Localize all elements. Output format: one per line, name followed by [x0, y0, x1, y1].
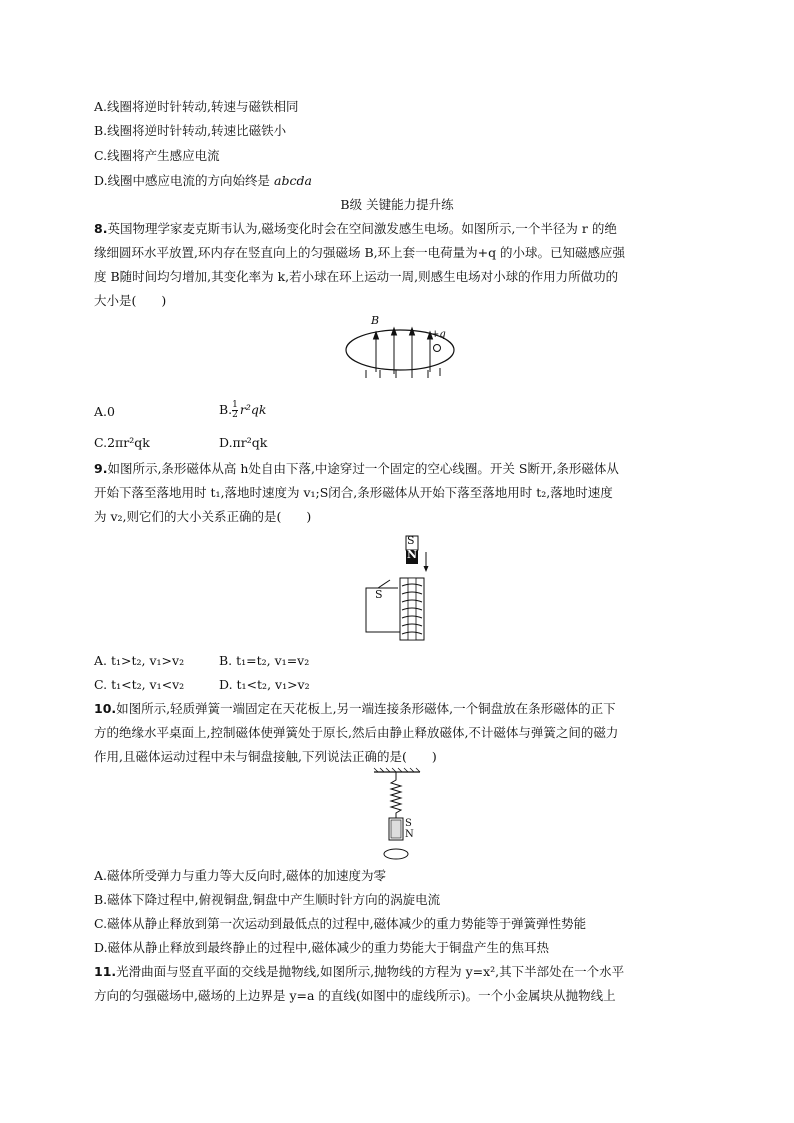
section-title: B级 关键能力提升练 [340, 197, 454, 212]
q11-line-2: 方向的匀强磁场中,磁场的上边界是 y=a 的直线(如图中的虚线所示)。一个小金属块从抛物线上 [94, 988, 616, 1003]
q9-option-b: B. t₁=t₂, v₁=v₂ [219, 653, 310, 668]
q8-ring-figure [340, 312, 460, 382]
q11-line-1: 11.光滑曲面与竖直平面的交线是抛物线,如图所示,抛物线的方程为 y=x²,其下半部处在一个水平 [94, 964, 625, 979]
q8-line-3: 度 B随时间均匀增加,其变化率为 k,若小球在环上运动一周,则感生电场对小球的作用力所做功的 [94, 269, 619, 284]
q10-line-1: 10.如图所示,轻质弹簧一端固定在天花板上,另一端连接条形磁体,一个铜盘放在条形磁体的正下 [94, 701, 616, 716]
q9-line-2: 开始下落至落地用时 t₁,落地时速度为 v₁;S闭合,条形磁体从开始下落至落地用时 t₂,落地时速度 [94, 485, 613, 500]
q8-option-b: B. $\frac{1}{2}$ r²qk [219, 400, 267, 420]
q8-fig-label-q: +q [431, 329, 446, 340]
q10-option-b: B.磁体下降过程中,俯视铜盘,铜盘中产生顺时针方向的涡旋电流 [94, 892, 441, 907]
q7-option-c: C.线圈将产生感应电流 [94, 148, 220, 163]
q10-option-a: A.磁体所受弹力与重力等大反向时,磁体的加速度为零 [94, 868, 386, 883]
q10-line-3: 作用,且磁体运动过程中未与铜盘接触,下列说法正确的是( ) [94, 749, 437, 764]
q9-line-3: 为 v₂,则它们的大小关系正确的是( ) [94, 509, 312, 524]
q9-option-a: A. t₁>t₂, v₁>v₂ [94, 653, 185, 668]
q7-option-a: A.线圈将逆时针转动,转速与磁铁相同 [94, 99, 299, 114]
q8-line-2: 缘细圆环水平放置,环内存在竖直向上的匀强磁场 B,环上套一电荷量为+q 的小球。已知磁感应强 [94, 245, 626, 260]
q10-option-c: C.磁体从静止释放到第一次运动到最低点的过程中,磁体减少的重力势能等于弹簧弹性势能 [94, 916, 587, 931]
q7-option-d: D.线圈中感应电流的方向始终是 abcda [94, 173, 312, 188]
q9-fig-magnet-n: N [407, 548, 418, 561]
q8-option-c: C.2πr²qk [94, 435, 150, 450]
q8-option-a: A.0 [94, 404, 115, 419]
q8-line-1: 8.英国物理学家麦克斯韦认为,磁场变化时会在空间激发感生电场。如图所示,一个半径为 r 的绝 [94, 221, 617, 236]
q10-fig-magnet-s: S [405, 818, 412, 829]
q9-fig-magnet-s: S [407, 534, 415, 547]
q8-option-d: D.πr²qk [219, 435, 268, 450]
q9-line-1: 9.如图所示,条形磁体从高 h处自由下落,中途穿过一个固定的空心线圈。开关 S断开,条形磁体从 [94, 461, 619, 476]
q10-option-d: D.磁体从静止释放到最终静止的过程中,磁体减少的重力势能大于铜盘产生的焦耳热 [94, 940, 550, 955]
q9-option-c: C. t₁<t₂, v₁<v₂ [94, 677, 185, 692]
q8-line-4: 大小是( ) [94, 293, 167, 308]
q10-spring-magnet-figure [370, 768, 430, 864]
q8-fig-label-b: B [371, 314, 380, 327]
q9-option-d: D. t₁<t₂, v₁>v₂ [219, 677, 310, 692]
q10-line-2: 方的绝缘水平桌面上,控制磁体使弹簧处于原长,然后由静止释放磁体,不计磁体与弹簧之间的磁力 [94, 725, 619, 740]
q7-option-b: B.线圈将逆时针转动,转速比磁铁小 [94, 123, 287, 138]
q9-fig-switch-s: S [375, 588, 383, 601]
q10-fig-magnet-n: N [405, 829, 414, 840]
